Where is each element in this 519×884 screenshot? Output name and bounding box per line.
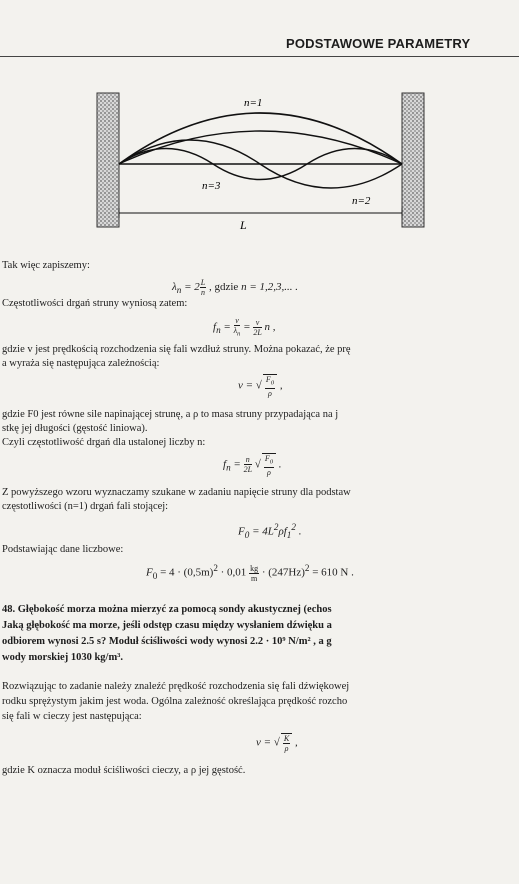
paragraph-substitute: Podstawiając dane liczbowe:	[2, 544, 124, 555]
equation-velocity-string: v = √ $\frac{F_0}{\rho}$ ,	[238, 375, 283, 398]
problem-48-line-2: Jaką głębokość ma morze, jeśli odstęp czasu między wysłaniem dźwięku a	[2, 620, 332, 631]
problem-48-line-4: wody morskiej 1030 kg/m³.	[2, 652, 123, 663]
paragraph-tension-b: stkę jej długości (gęstość liniowa).	[2, 423, 148, 434]
paragraph-solution-a: Rozwiązując to zadanie należy znaleźć prędkość rozchodzenia się fali dźwiękowej	[2, 681, 350, 692]
paragraph-solution-b: rodku sprężystym jakim jest woda. Ogólna zależność określająca prędkość rozcho	[2, 696, 348, 707]
label-n3: n=3	[202, 180, 221, 192]
problem-48-line-1: 48. Głębokość morza można mierzyć za pomocą sondy akustycznej (echos	[2, 604, 332, 615]
mode-1-upper	[119, 113, 402, 164]
equation-frequency: $f_n$ = $\frac{v}{\lambda_n}$ = $\frac{v}{2L}$ n ,	[213, 316, 276, 338]
right-wall	[402, 93, 424, 227]
label-n1: n=1	[244, 97, 263, 109]
header-rule	[0, 56, 519, 57]
paragraph-frequencies: Częstotliwości drgań struny wyniosą zatem:	[2, 298, 188, 309]
paragraph-tension-a: gdzie F0 jest równe sile napinającej strunę, a ρ to masa struny przypadająca na j	[2, 409, 339, 420]
equation-numeric-result: $F_0 = 4 \cdot (0,5m)^2 \cdot 0,01$ $\frac{kg}{m}$ · $(247Hz)^2 = 610$ N .	[146, 563, 354, 583]
paragraph-derive-a: Z powyższego wzoru wyznaczamy szukane w zadaniu napięcie struny dla podstaw	[2, 487, 351, 498]
mode-1-lower	[119, 131, 402, 164]
paragraph-tension-c: Czyli częstotliwość drgań dla ustalonej liczby n:	[2, 437, 206, 448]
paragraph-velocity-a: gdzie v jest prędkością rozchodzenia się fali wzdłuż struny. Można pokazać, że prę	[2, 344, 351, 355]
equation-velocity-liquid: v = √ $\frac{K}{\rho}$ ,	[256, 734, 298, 753]
paragraph-intro: Tak więc zapiszemy:	[2, 260, 90, 271]
equation-wavelength: $\lambda_n = 2$ $\frac{L}{n}$ , gdzie n = 1,2,3,... .	[172, 278, 298, 297]
standing-wave-figure	[0, 60, 519, 250]
label-L: L	[240, 218, 247, 232]
label-n2: n=2	[352, 195, 371, 207]
page-header: PODSTAWOWE PARAMETRY	[286, 36, 471, 51]
problem-48-line-3: odbiorem wynosi 2.5 s? Moduł ściśliwości wody wynosi 2.2 · 10⁹ N/m² , a g	[2, 636, 332, 647]
paragraph-derive-b: częstotliwości (n=1) drgań fali stojącej:	[2, 501, 169, 512]
equation-tension: $F_0 = 4L^2\rho f_1^2$ .	[238, 522, 302, 540]
paragraph-modulus: gdzie K oznacza moduł ściśliwości cieczy, a ρ jej gęstość.	[2, 765, 246, 776]
paragraph-solution-c: się fali w cieczy jest następująca:	[2, 711, 142, 722]
left-wall	[97, 93, 119, 227]
paragraph-velocity-b: a wyraża się następująca zależnością:	[2, 358, 160, 369]
equation-frequency-n: $f_n$ = $\frac{n}{2L}$ √ $\frac{F_0}{\rho}$ .	[223, 454, 282, 477]
